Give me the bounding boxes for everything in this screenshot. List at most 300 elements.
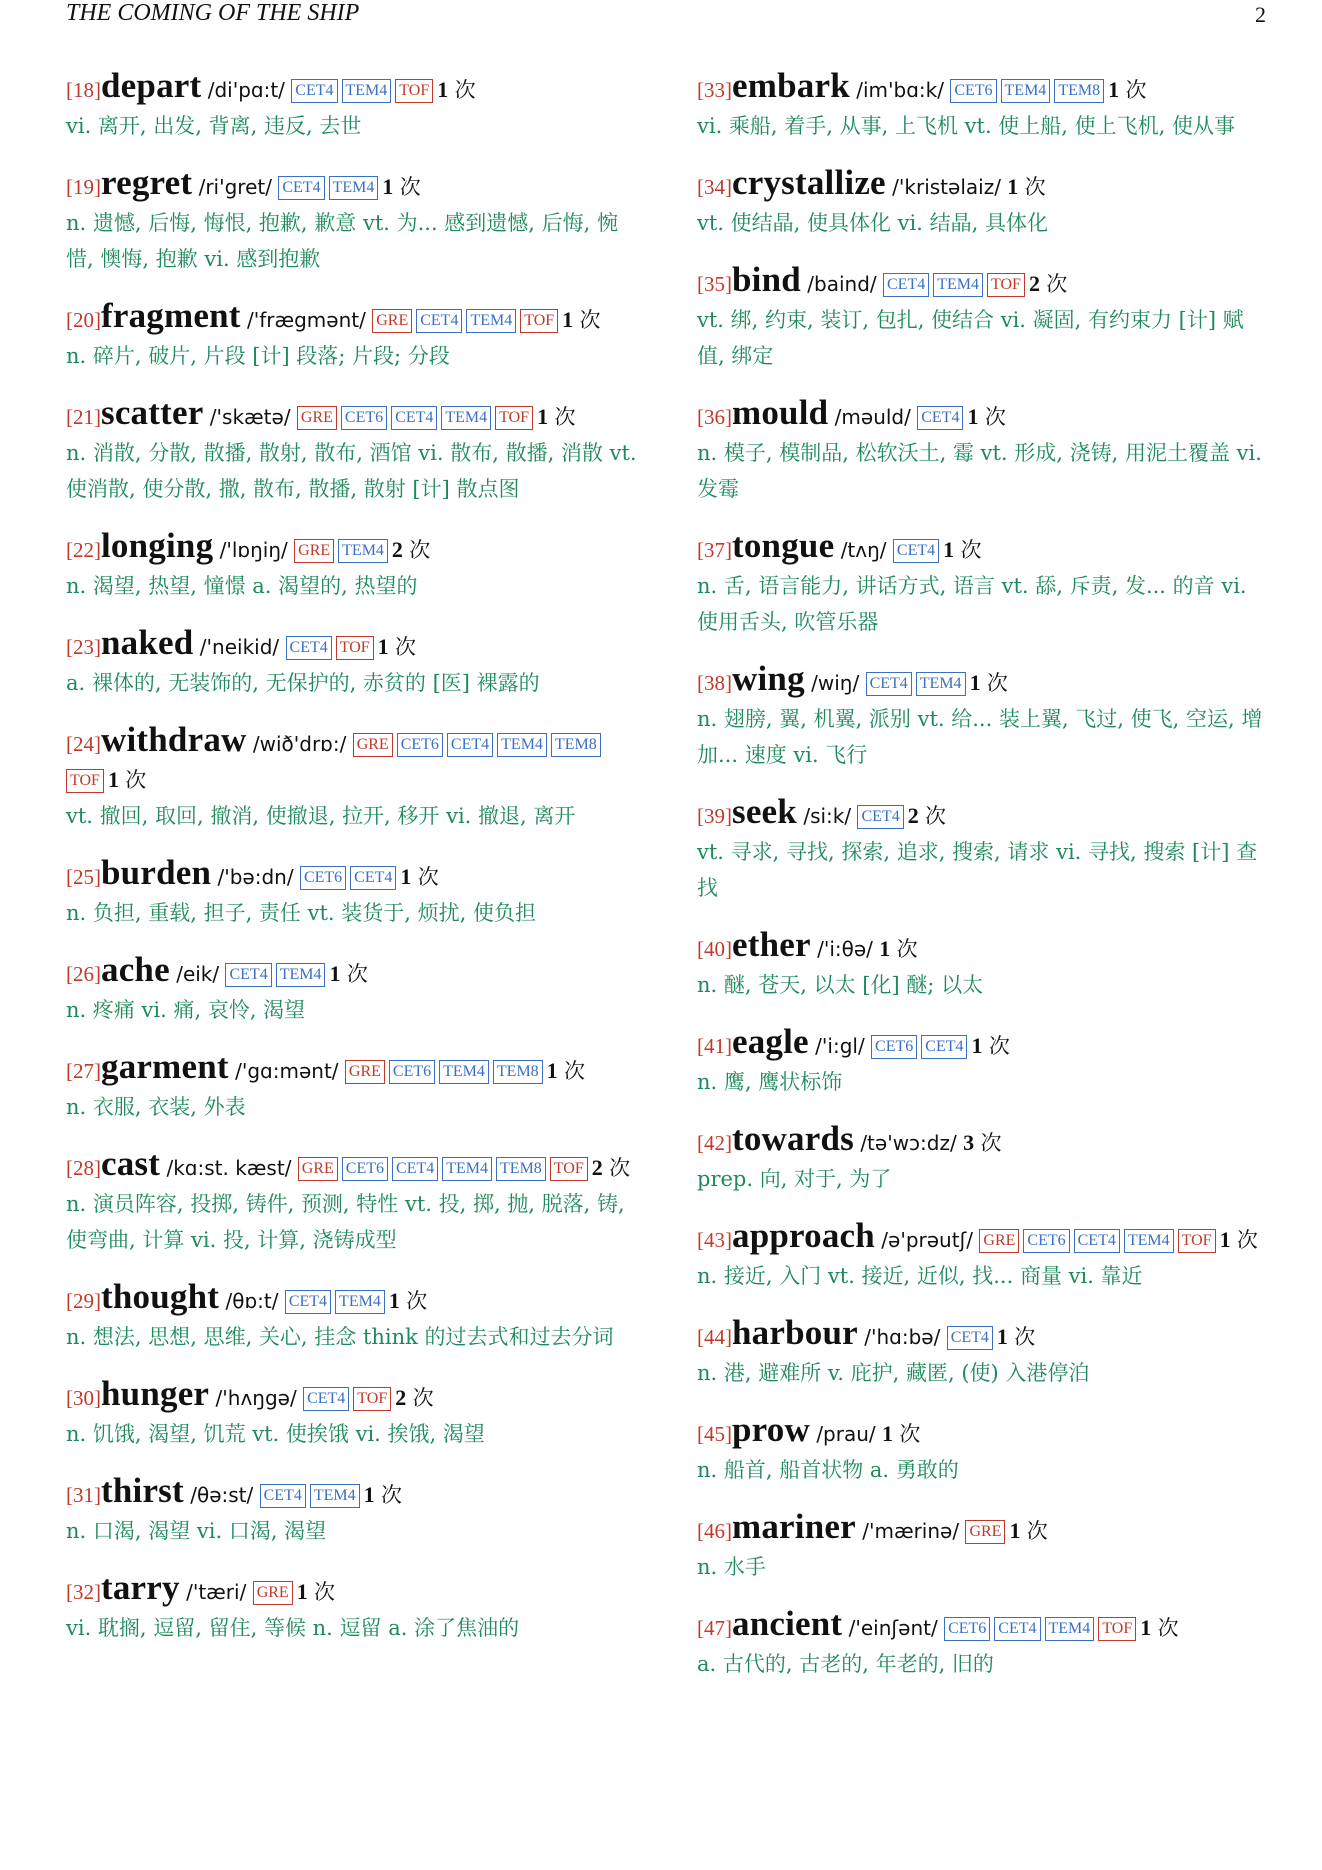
exam-tag-tem8: TEM8 xyxy=(493,1060,543,1084)
frequency-count: 1 xyxy=(1219,1227,1231,1252)
phonetic: /si:k/ xyxy=(803,804,852,828)
phonetic: /eik/ xyxy=(176,962,220,986)
frequency-count: 1 xyxy=(882,1421,893,1446)
phonetic: /prau/ xyxy=(816,1422,876,1446)
vocab-entry xyxy=(66,855,638,931)
exam-tag-cet4: CET4 xyxy=(447,733,493,757)
entry-number: [36] xyxy=(697,405,732,429)
headword-line xyxy=(697,1412,1269,1452)
phonetic: /məuld/ xyxy=(834,405,911,429)
exam-tag-tof: TOF xyxy=(66,769,104,793)
definition: n. 翅膀, 翼, 机翼, 派别 vt. 给... 装上翼, 飞过, 使飞, 空运, 增加... 速度 vi. 飞行 xyxy=(697,707,1263,767)
headword-line xyxy=(66,298,638,338)
exam-tag-cet6: CET6 xyxy=(300,866,346,890)
exam-tag-cet4: CET4 xyxy=(893,539,939,563)
phonetic: /'kristəlaiz/ xyxy=(892,175,1001,199)
frequency-unit: 次 xyxy=(960,538,982,562)
exam-tag-cet6: CET6 xyxy=(871,1035,917,1059)
exam-tag-tem4: TEM4 xyxy=(335,1290,385,1314)
headword: towards xyxy=(732,1119,854,1158)
definition: n. 接近, 入门 vt. 接近, 近似, 找... 商量 vi. 靠近 xyxy=(697,1264,1143,1288)
definition: n. 饥饿, 渴望, 饥荒 vt. 使挨饿 vi. 挨饿, 渴望 xyxy=(66,1422,485,1446)
headword: tongue xyxy=(732,526,835,565)
exam-tag-cet4: CET4 xyxy=(350,866,396,890)
headword: ache xyxy=(101,950,170,989)
frequency-count: 2 xyxy=(391,537,403,562)
definition: n. 船首, 船首状物 a. 勇敢的 xyxy=(697,1458,959,1482)
vocab-entry xyxy=(66,298,638,374)
entry-number: [40] xyxy=(697,937,732,961)
definition: a. 裸体的, 无装饰的, 无保护的, 赤贫的 [医] 裸露的 xyxy=(66,671,540,695)
vocab-entry xyxy=(66,1473,638,1549)
headword: cast xyxy=(101,1144,161,1183)
exam-tag-cet4: CET4 xyxy=(883,273,929,297)
phonetic: /di'pɑ:t/ xyxy=(207,78,285,102)
entry-number: [42] xyxy=(697,1131,732,1155)
entry-number: [47] xyxy=(697,1616,732,1640)
phonetic: /'i:θə/ xyxy=(817,937,873,961)
entry-number: [33] xyxy=(697,78,732,102)
headword-line xyxy=(66,952,638,992)
exam-tag-tof: TOF xyxy=(987,273,1025,297)
entry-number: [28] xyxy=(66,1156,101,1180)
vocab-entry xyxy=(697,165,1269,241)
exam-tag-gre: GRE xyxy=(353,733,393,757)
phonetic: /'frægmənt/ xyxy=(246,308,366,332)
exam-tag-tem4: TEM4 xyxy=(466,309,516,333)
headword: mould xyxy=(732,393,829,432)
entry-number: [35] xyxy=(697,272,732,296)
phonetic: /θɒ:t/ xyxy=(225,1289,279,1313)
frequency-count: 2 xyxy=(907,803,919,828)
headword: prow xyxy=(732,1410,810,1449)
frequency-unit: 次 xyxy=(579,308,601,332)
definition: n. 模子, 模制品, 松软沃土, 霉 vt. 形成, 浇铸, 用泥土覆盖 vi. 发霉 xyxy=(697,441,1262,501)
exam-tag-cet6: CET6 xyxy=(389,1060,435,1084)
exam-tag-cet6: CET6 xyxy=(950,79,996,103)
exam-tag-tof: TOF xyxy=(353,1387,391,1411)
exam-tag-gre: GRE xyxy=(965,1520,1005,1544)
frequency-unit: 次 xyxy=(896,937,918,961)
exam-tag-cet4: CET4 xyxy=(1074,1229,1120,1253)
exam-tag-tem4: TEM4 xyxy=(1045,1617,1095,1641)
exam-tag-cet4: CET4 xyxy=(917,406,963,430)
phonetic: /'gɑ:mənt/ xyxy=(235,1059,339,1083)
frequency-unit: 次 xyxy=(899,1422,921,1446)
headword-line xyxy=(66,1473,638,1513)
frequency-count: 2 xyxy=(591,1155,603,1180)
vocab-entry xyxy=(697,262,1269,374)
exam-tag-tem4: TEM4 xyxy=(1001,79,1051,103)
frequency-unit: 次 xyxy=(409,538,431,562)
definition: n. 演员阵容, 投掷, 铸件, 预测, 特性 vt. 投, 掷, 抛, 脱落, 铸, 使弯曲, 计算 vi. 投, 计算, 浇铸成型 xyxy=(66,1192,625,1252)
entry-number: [20] xyxy=(66,308,101,332)
headword: thought xyxy=(101,1277,220,1316)
exam-tag-tem8: TEM8 xyxy=(496,1157,546,1181)
entry-number: [39] xyxy=(697,804,732,828)
exam-tag-cet4: CET4 xyxy=(278,176,324,200)
phonetic: /'einʃənt/ xyxy=(848,1616,938,1640)
exam-tag-cet4: CET4 xyxy=(260,1484,306,1508)
headword: ancient xyxy=(732,1604,843,1643)
definition: n. 遗憾, 后悔, 悔恨, 抱歉, 歉意 vt. 为... 感到遗憾, 后悔, 惋惜, 懊悔, 抱歉 vi. 感到抱歉 xyxy=(66,211,619,271)
frequency-count: 1 xyxy=(1108,77,1120,102)
exam-tag-tof: TOF xyxy=(550,1157,588,1181)
phonetic: /ə'prəutʃ/ xyxy=(881,1228,974,1252)
entry-number: [23] xyxy=(66,635,101,659)
vocab-entry xyxy=(697,1315,1269,1391)
frequency-count: 1 xyxy=(943,537,955,562)
exam-tag-tof: TOF xyxy=(1178,1229,1216,1253)
exam-tag-tem8: TEM8 xyxy=(1054,79,1104,103)
headword-line xyxy=(697,661,1269,701)
exam-tag-gre: GRE xyxy=(345,1060,385,1084)
exam-tag-tem4: TEM4 xyxy=(497,733,547,757)
phonetic: /kɑ:st. kæst/ xyxy=(166,1156,292,1180)
headword-line xyxy=(697,927,1269,967)
headword-line xyxy=(66,1146,638,1186)
frequency-unit: 次 xyxy=(1125,78,1147,102)
definition: n. 鹰, 鹰状标饰 xyxy=(697,1070,843,1094)
frequency-count: 1 xyxy=(1009,1518,1021,1543)
frequency-unit: 次 xyxy=(417,865,439,889)
definition: n. 水手 xyxy=(697,1555,766,1579)
entry-number: [34] xyxy=(697,175,732,199)
exam-tag-tem4: TEM4 xyxy=(441,406,491,430)
definition: n. 港, 避难所 v. 庇护, 藏匿, (使) 入港停泊 xyxy=(697,1361,1090,1385)
headword: fragment xyxy=(101,296,241,335)
exam-tag-cet4: CET4 xyxy=(866,672,912,696)
definition: n. 口渴, 渴望 vi. 口渴, 渴望 xyxy=(66,1519,327,1543)
entry-number: [19] xyxy=(66,175,101,199)
vocab-entry xyxy=(697,1121,1269,1197)
frequency-count: 1 xyxy=(1140,1615,1152,1640)
headword-line xyxy=(66,528,638,568)
definition: n. 碎片, 破片, 片段 [计] 段落; 片段; 分段 xyxy=(66,344,450,368)
headword-line xyxy=(697,1606,1269,1646)
phonetic: /'mærinə/ xyxy=(862,1519,960,1543)
entry-number: [37] xyxy=(697,538,732,562)
headword-line xyxy=(697,1509,1269,1549)
frequency-count: 1 xyxy=(969,670,981,695)
headword: mariner xyxy=(732,1507,856,1546)
headword-line xyxy=(697,528,1269,568)
frequency-count: 1 xyxy=(437,77,449,102)
phonetic: /'skætə/ xyxy=(209,405,291,429)
exam-tag-gre: GRE xyxy=(372,309,412,333)
exam-tag-tem4: TEM4 xyxy=(933,273,983,297)
frequency-unit: 次 xyxy=(125,768,147,792)
exam-tag-tem4: TEM4 xyxy=(439,1060,489,1084)
entry-number: [44] xyxy=(697,1325,732,1349)
exam-tag-tem4: TEM4 xyxy=(1124,1229,1174,1253)
frequency-unit: 次 xyxy=(1026,1519,1048,1543)
vocab-entry xyxy=(697,1606,1269,1682)
headword: harbour xyxy=(732,1313,858,1352)
frequency-count: 1 xyxy=(382,174,394,199)
vocab-entry xyxy=(66,68,638,144)
exam-tag-tem4: TEM4 xyxy=(329,176,379,200)
vocab-entry xyxy=(66,1570,638,1646)
frequency-unit: 次 xyxy=(986,671,1008,695)
exam-tag-tof: TOF xyxy=(1098,1617,1136,1641)
headword: tarry xyxy=(101,1568,180,1607)
exam-tag-tem4: TEM4 xyxy=(442,1157,492,1181)
frequency-count: 1 xyxy=(1007,174,1019,199)
entry-number: [27] xyxy=(66,1059,101,1083)
frequency-unit: 次 xyxy=(1236,1228,1258,1252)
vocab-entry xyxy=(697,68,1269,144)
headword-line xyxy=(697,395,1269,435)
phonetic: /baind/ xyxy=(807,272,877,296)
phonetic: /θə:st/ xyxy=(190,1483,254,1507)
vocab-entry xyxy=(697,794,1269,906)
definition: a. 古代的, 古老的, 年老的, 旧的 xyxy=(697,1652,994,1676)
frequency-unit: 次 xyxy=(395,635,417,659)
vocab-entry xyxy=(66,1279,638,1355)
definition: vi. 离开, 出发, 背离, 违反, 去世 xyxy=(66,114,362,138)
headword-line xyxy=(697,165,1269,205)
entry-number: [45] xyxy=(697,1422,732,1446)
definition: vt. 使结晶, 使具体化 vi. 结晶, 具体化 xyxy=(697,211,1048,235)
vocab-entry xyxy=(697,927,1269,1003)
frequency-count: 1 xyxy=(400,864,412,889)
vocab-entry xyxy=(697,1218,1269,1294)
exam-tag-tem4: TEM4 xyxy=(916,672,966,696)
exam-tag-cet6: CET6 xyxy=(1023,1229,1069,1253)
entry-number: [43] xyxy=(697,1228,732,1252)
vocab-entry xyxy=(66,952,638,1028)
headword-line xyxy=(66,722,638,798)
exam-tag-gre: GRE xyxy=(298,1157,338,1181)
frequency-count: 1 xyxy=(971,1033,983,1058)
exam-tag-cet4: CET4 xyxy=(857,805,903,829)
headword: scatter xyxy=(101,393,204,432)
frequency-unit: 次 xyxy=(1024,175,1046,199)
page-header-title: THE COMING OF THE SHIP xyxy=(66,0,360,26)
headword-line xyxy=(66,395,638,435)
frequency-count: 1 xyxy=(388,1288,400,1313)
headword: depart xyxy=(101,66,202,105)
phonetic: /ri'gret/ xyxy=(198,175,272,199)
entry-number: [21] xyxy=(66,405,101,429)
headword: seek xyxy=(732,792,797,831)
definition: n. 疼痛 vi. 痛, 哀怜, 渴望 xyxy=(66,998,306,1022)
left-column xyxy=(66,68,638,1667)
headword: hunger xyxy=(101,1374,210,1413)
headword: crystallize xyxy=(732,163,886,202)
frequency-count: 1 xyxy=(377,634,389,659)
frequency-count: 1 xyxy=(546,1058,558,1083)
exam-tag-cet6: CET6 xyxy=(341,406,387,430)
definition: n. 衣服, 衣装, 外表 xyxy=(66,1095,246,1119)
definition: n. 舌, 语言能力, 讲话方式, 语言 vt. 舔, 斥责, 发... 的音 vi. 使用舌头, 吹管乐器 xyxy=(697,574,1247,634)
headword-line xyxy=(697,1218,1269,1258)
frequency-count: 2 xyxy=(395,1385,407,1410)
entry-number: [25] xyxy=(66,865,101,889)
vocab-entry xyxy=(66,395,638,507)
phonetic: /'lɒŋiŋ/ xyxy=(219,538,288,562)
definition: n. 渴望, 热望, 憧憬 a. 渴望的, 热望的 xyxy=(66,574,418,598)
frequency-count: 1 xyxy=(967,404,979,429)
headword: thirst xyxy=(101,1471,184,1510)
frequency-unit: 次 xyxy=(346,962,368,986)
headword-line xyxy=(66,1049,638,1089)
entry-number: [30] xyxy=(66,1386,101,1410)
headword: embark xyxy=(732,66,850,105)
frequency-count: 1 xyxy=(107,767,119,792)
page-number: 2 xyxy=(1255,2,1266,27)
frequency-count: 1 xyxy=(537,404,549,429)
headword: ether xyxy=(732,925,811,964)
exam-tag-tof: TOF xyxy=(395,79,433,103)
frequency-unit: 次 xyxy=(988,1034,1010,1058)
exam-tag-tem4: TEM4 xyxy=(310,1484,360,1508)
headword-line xyxy=(697,1121,1269,1161)
frequency-unit: 次 xyxy=(380,1483,402,1507)
exam-tag-cet4: CET4 xyxy=(286,636,332,660)
headword-line xyxy=(66,1376,638,1416)
definition: vi. 耽搁, 逗留, 留住, 等候 n. 逗留 a. 涂了焦油的 xyxy=(66,1616,520,1640)
exam-tag-cet6: CET6 xyxy=(342,1157,388,1181)
exam-tag-gre: GRE xyxy=(297,406,337,430)
frequency-count: 1 xyxy=(879,936,891,961)
exam-tag-tem4: TEM4 xyxy=(338,539,388,563)
entry-number: [22] xyxy=(66,538,101,562)
vocab-entry xyxy=(697,1024,1269,1100)
headword-line xyxy=(66,68,638,108)
entry-number: [18] xyxy=(66,78,101,102)
definition: vt. 撤回, 取回, 撤消, 使撤退, 拉开, 移开 vi. 撤退, 离开 xyxy=(66,804,576,828)
frequency-count: 1 xyxy=(363,1482,375,1507)
exam-tag-gre: GRE xyxy=(294,539,334,563)
definition: n. 负担, 重载, 担子, 责任 vt. 装货于, 烦扰, 使负担 xyxy=(66,901,536,925)
definition: vt. 绑, 约束, 装订, 包扎, 使结合 vi. 凝固, 有约束力 [计] 赋值, 绑定 xyxy=(697,308,1244,368)
headword: approach xyxy=(732,1216,875,1255)
headword-line xyxy=(66,1570,638,1610)
vocab-entry xyxy=(66,165,638,277)
phonetic: /tə'wɔ:dz/ xyxy=(860,1131,957,1155)
definition: vt. 寻求, 寻找, 探索, 追求, 搜索, 请求 vi. 寻找, 搜索 [计] 查找 xyxy=(697,840,1258,900)
exam-tag-cet4: CET4 xyxy=(994,1617,1040,1641)
phonetic: /'tæri/ xyxy=(186,1580,247,1604)
headword-line xyxy=(66,625,638,665)
phonetic: /tʌŋ/ xyxy=(840,538,887,562)
phonetic: /'neikid/ xyxy=(199,635,280,659)
frequency-unit: 次 xyxy=(984,405,1006,429)
headword-line xyxy=(66,855,638,895)
phonetic: /'i:gl/ xyxy=(815,1034,865,1058)
phonetic: /wiŋ/ xyxy=(811,671,860,695)
headword-line xyxy=(66,1279,638,1319)
headword-line xyxy=(697,794,1269,834)
vocab-entry xyxy=(66,625,638,701)
phonetic: /im'bɑ:k/ xyxy=(856,78,944,102)
frequency-count: 1 xyxy=(562,307,574,332)
right-column xyxy=(697,68,1269,1703)
headword: garment xyxy=(101,1047,229,1086)
exam-tag-cet4: CET4 xyxy=(947,1326,993,1350)
entry-number: [24] xyxy=(66,732,101,756)
vocab-entry xyxy=(697,661,1269,773)
headword-line xyxy=(66,165,638,205)
headword: burden xyxy=(101,853,212,892)
headword-line xyxy=(697,68,1269,108)
vocab-entry xyxy=(697,395,1269,507)
exam-tag-tof: TOF xyxy=(336,636,374,660)
exam-tag-cet4: CET4 xyxy=(291,79,337,103)
headword-line xyxy=(697,262,1269,302)
vocab-entry xyxy=(66,1376,638,1452)
frequency-unit: 次 xyxy=(554,405,576,429)
frequency-unit: 次 xyxy=(609,1156,631,1180)
exam-tag-cet6: CET6 xyxy=(944,1617,990,1641)
frequency-count: 1 xyxy=(329,961,341,986)
entry-number: [26] xyxy=(66,962,101,986)
headword-line xyxy=(697,1315,1269,1355)
exam-tag-cet6: CET6 xyxy=(397,733,443,757)
definition: n. 想法, 思想, 思维, 关心, 挂念 think 的过去式和过去分词 xyxy=(66,1325,614,1349)
frequency-unit: 次 xyxy=(406,1289,428,1313)
entry-number: [31] xyxy=(66,1483,101,1507)
frequency-unit: 次 xyxy=(1014,1325,1036,1349)
frequency-count: 2 xyxy=(1028,271,1040,296)
exam-tag-cet4: CET4 xyxy=(225,963,271,987)
exam-tag-cet4: CET4 xyxy=(285,1290,331,1314)
headword: bind xyxy=(732,260,801,299)
phonetic: /wið'drɒ:/ xyxy=(252,732,347,756)
exam-tag-tem4: TEM4 xyxy=(276,963,326,987)
vocab-entry xyxy=(697,1509,1269,1585)
exam-tag-cet4: CET4 xyxy=(921,1035,967,1059)
headword: naked xyxy=(101,623,194,662)
headword: withdraw xyxy=(101,720,247,759)
frequency-unit: 次 xyxy=(1157,1616,1179,1640)
exam-tag-tem4: TEM4 xyxy=(342,79,392,103)
vocab-entry xyxy=(66,1049,638,1125)
frequency-count: 1 xyxy=(296,1579,308,1604)
definition: prep. 向, 对于, 为了 xyxy=(697,1167,892,1191)
exam-tag-tof: TOF xyxy=(495,406,533,430)
phonetic: /'bə:dn/ xyxy=(217,865,294,889)
definition: n. 醚, 苍天, 以太 [化] 醚; 以太 xyxy=(697,973,984,997)
frequency-unit: 次 xyxy=(980,1131,1002,1155)
entry-number: [41] xyxy=(697,1034,732,1058)
definition: vi. 乘船, 着手, 从事, 上飞机 vt. 使上船, 使上飞机, 使从事 xyxy=(697,114,1236,138)
exam-tag-tof: TOF xyxy=(520,309,558,333)
exam-tag-cet4: CET4 xyxy=(392,1157,438,1181)
frequency-unit: 次 xyxy=(925,804,947,828)
exam-tag-cet4: CET4 xyxy=(303,1387,349,1411)
frequency-unit: 次 xyxy=(564,1059,586,1083)
frequency-unit: 次 xyxy=(399,175,421,199)
exam-tag-cet4: CET4 xyxy=(391,406,437,430)
vocab-entry xyxy=(66,1146,638,1258)
headword-line xyxy=(697,1024,1269,1064)
definition: n. 消散, 分散, 散播, 散射, 散布, 酒馆 vi. 散布, 散播, 消散 vt. 使消散, 使分散, 撒, 散布, 散播, 散射 [计] 散点图 xyxy=(66,441,637,501)
entry-number: [32] xyxy=(66,1580,101,1604)
exam-tag-gre: GRE xyxy=(979,1229,1019,1253)
frequency-unit: 次 xyxy=(412,1386,434,1410)
vocab-entry xyxy=(697,528,1269,640)
entry-number: [46] xyxy=(697,1519,732,1543)
phonetic: /'hʌŋgə/ xyxy=(215,1386,297,1410)
headword: longing xyxy=(101,526,214,565)
exam-tag-tem8: TEM8 xyxy=(551,733,601,757)
entry-number: [29] xyxy=(66,1289,101,1313)
phonetic: /'hɑ:bə/ xyxy=(864,1325,941,1349)
frequency-unit: 次 xyxy=(1046,272,1068,296)
